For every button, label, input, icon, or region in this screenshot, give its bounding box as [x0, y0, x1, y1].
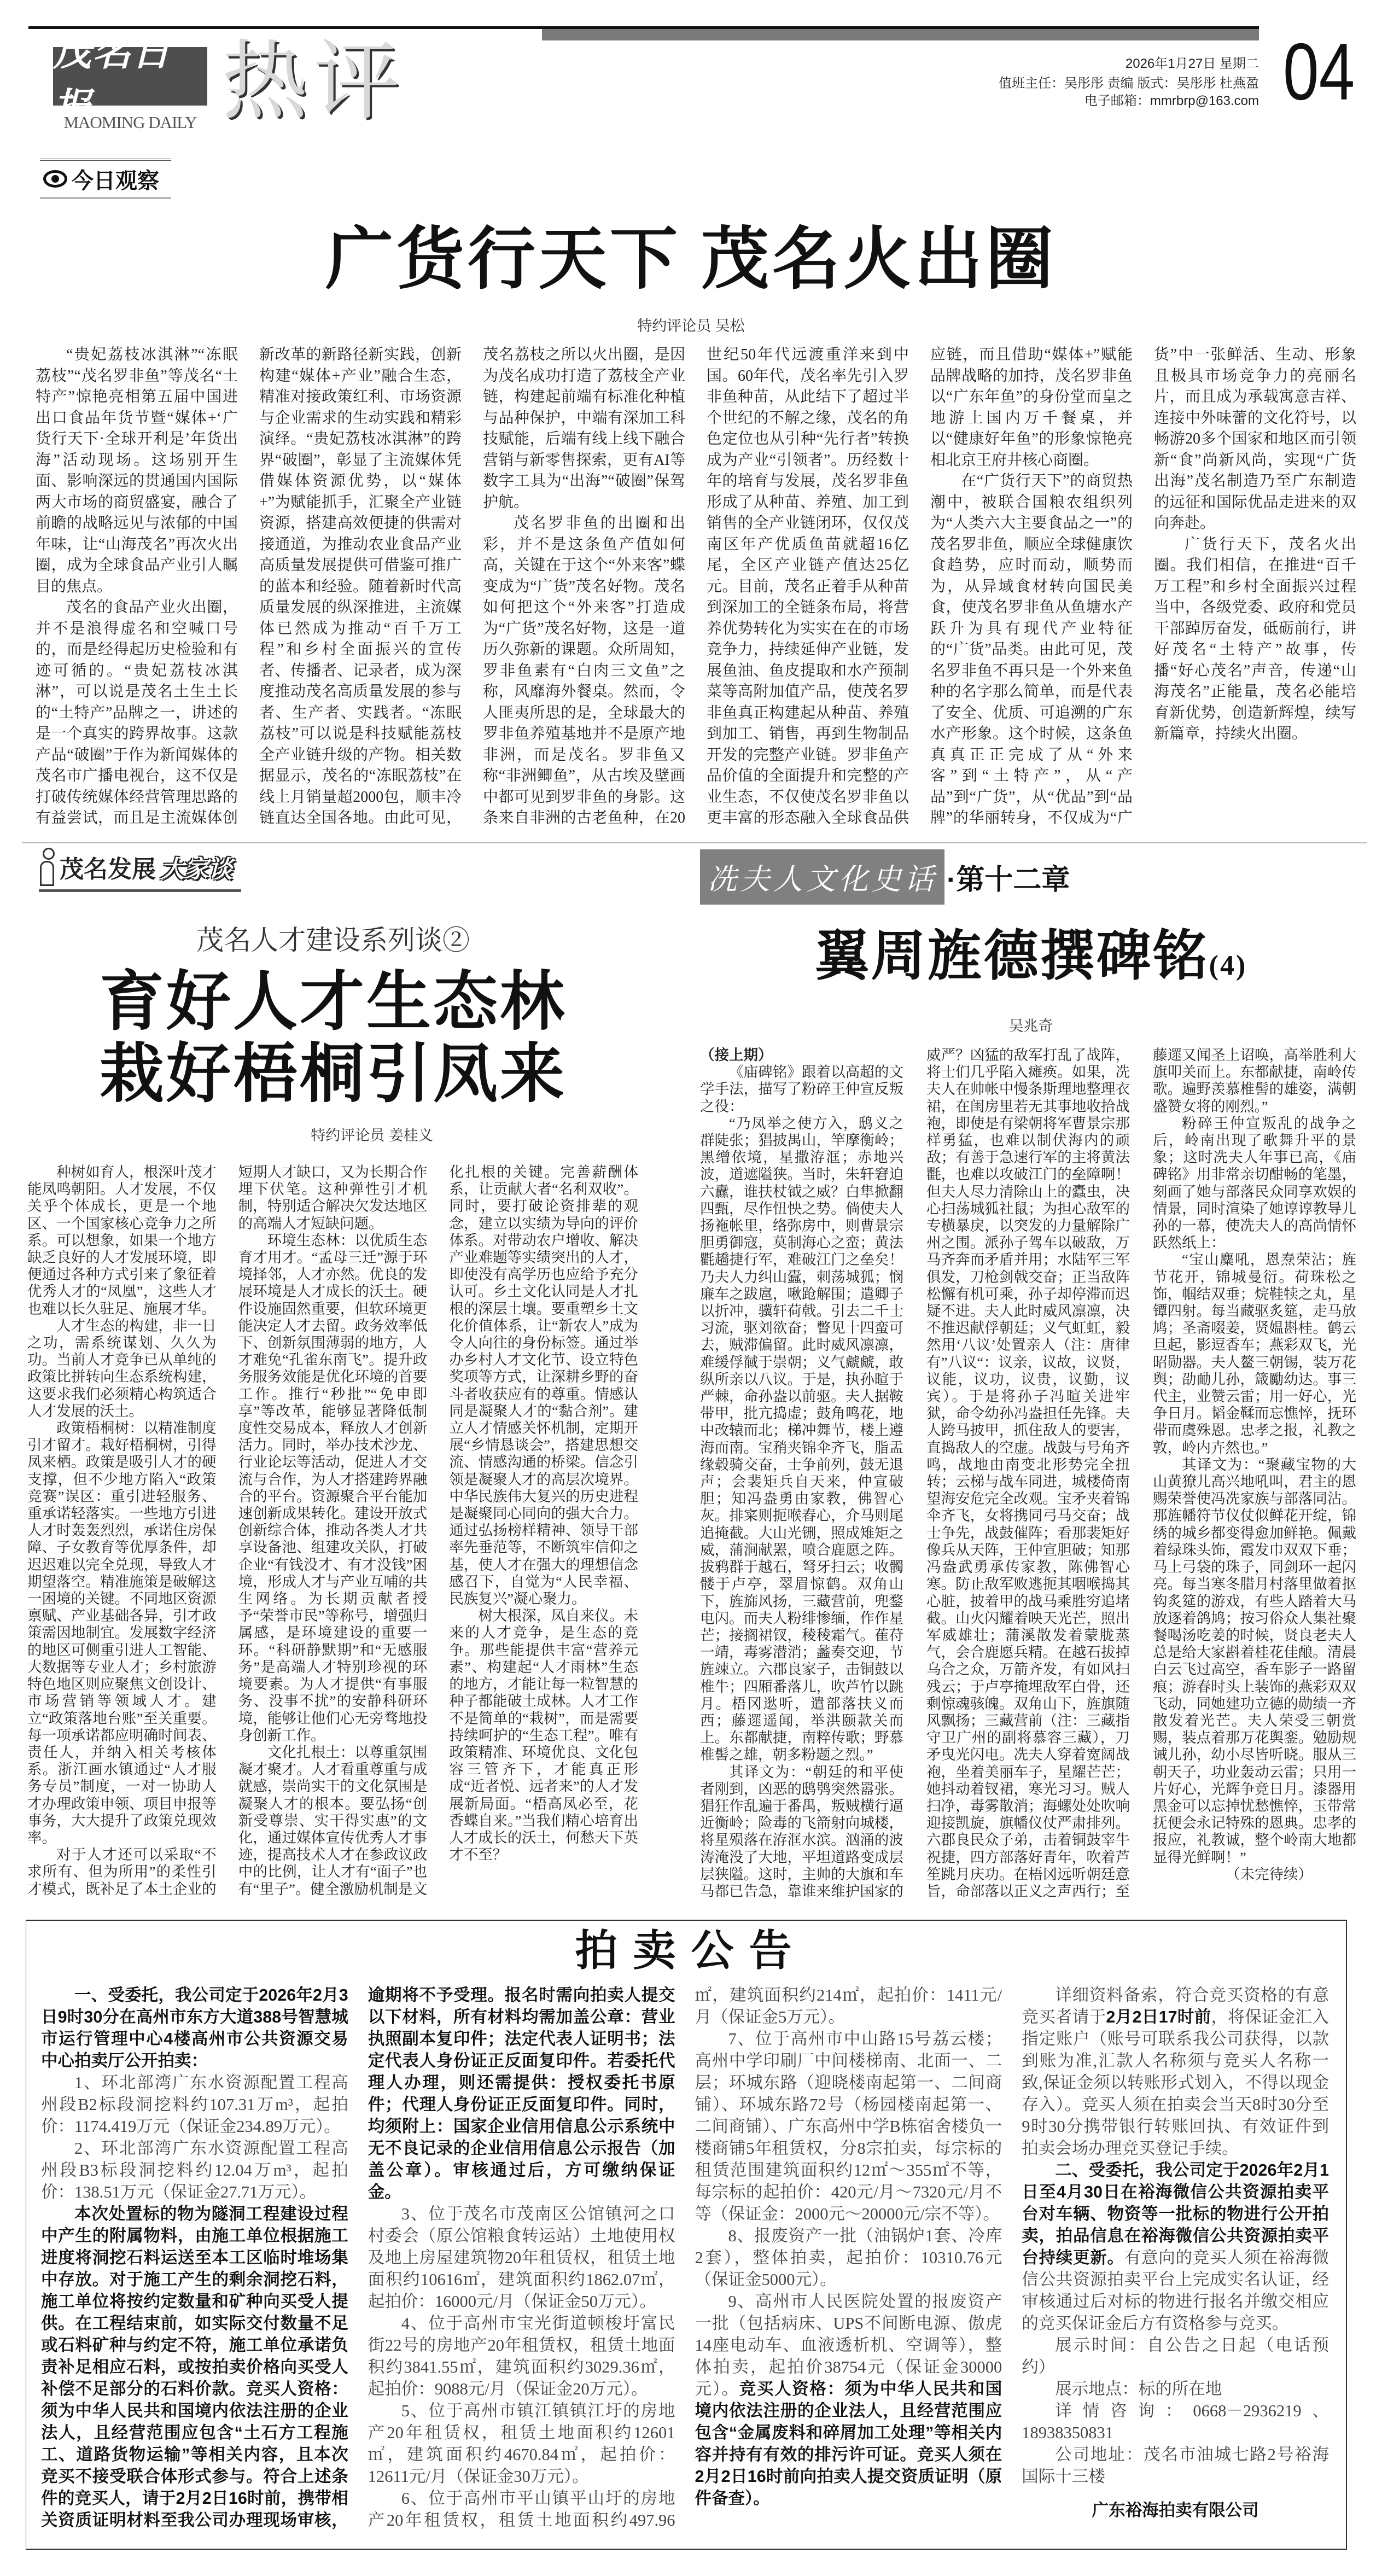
column-banner-accent: 大家谈 — [160, 856, 232, 883]
paragraph — [695, 2028, 1002, 2225]
text-segment: 展示地点：标的所在地 — [1055, 2380, 1222, 2398]
page-number: 04 — [1283, 27, 1355, 118]
text-segment: 1、环北部湾广东水资源配置工程高州段B2标段洞挖料约107.31万m³，起拍价：1174.419万元（保证金234.89万元）。 — [41, 2073, 348, 2136]
column-banner-label: 冼夫人文化史话 — [700, 849, 944, 905]
text-segment: 有意向的竞买人须在裕海微信公共资源拍卖平台上完成实名认证，经审核通过后对标的物进行报名并缴交相应的竞买保证金后方有资格参与竞买。 — [1022, 2248, 1329, 2333]
article-title-line-1: 育好人才生态林 — [99, 966, 567, 1038]
paragraph — [695, 2291, 1002, 2509]
article-title — [689, 926, 1373, 987]
column-badge-label: 今日观察 — [72, 168, 159, 193]
paragraph: 环境生态林：以优质生态育才用才。“孟母三迁”源于环境择邻，人才亦然。优良的发展环境是人才成长的沃土。硬件设施固然重要，但软环境更能决定人才去留。政务效率低下、创新氛围薄弱的地方，人才难免“孔雀东南飞”。提升政务服务效能是优化环境的首要工作。推行“秒批”“免申即享”等改革，能够显著降低制度性交易成本，释放人才创新活力。同时，举办技术沙龙、行业论坛等活动，促进人才交流与合作，为人才搭建跨界融合的平台。资源聚合平台能加速创新成果转化。建设开放式创新综合体，推动各类人才共享设备池、组建攻关队，打破企业“有钱没才、有才没钱”困境，形成人才与产业互哺的共生网络。为长期贡献者授予“荣誉市民”等称号，增强归属感，是环境建设的重要一环。“科研静默期”和“无感服务”是高端人才特别珍视的环境要素。为人才提供“有事服务、没事不扰”的安静科研环境，能够让他们心无旁骛地投身创新工作。 — [238, 1232, 428, 1744]
column-badge — [40, 159, 171, 199]
text-segment: 详情咨询：0668－2936219、18938350831 — [1022, 2402, 1329, 2442]
text-segment: 2月2日17时前 — [1106, 2008, 1211, 2026]
paragraph: “乃凤举之使方入，鸱义之群陡张；猖披禺山，竿摩衡岭；黑缯依境，星撒洊洭；赤地兴波，道遮隘狭。当时，朱轩窘迫六纛，谁扶杖钺之威？白隼掀翻四甄，尽作忸怏之势。倘使夫人扬袘帐里，络弥房中，则曹景宗胆勇御寇，莫制海心之蛮；黄法氍趫捷行军，难破江门之垒矣！乃夫人力纠山蠹，刺荡城狐；悯廉车之跋扈，啾跄解围；遣卿子以折冲，骥轩荷戟。引去二千士习流，驱刘欲奋；瞥见十四蛮可去，贼滞偏留。此时威风凛凛，难缓俘馘于崇朝；义气虤虤，敢纵所亲以八议。于是，执孙暄于严棘，命孙盎以前驱。夫人据鞍带甲，批亢捣虚；鼓角鸣花，地中改辕而北；梯冲舞节，楼上遵海而南。宝矟夹锦伞齐飞，脂盂缘毂骑交奋，士争前列，鼓无退声；会裴矩兵自天来，仲宣破胆；知冯盎勇由家教，佛智心灰。排寀则扼喉舂心，介马则尾追掩截。大山光铏，照成雉矩之威，蒲涧献罴，喷合鹿愿之阵。拔鸦群于越石，弩牙扫云；收髑髅于卢亭，翠眉惊鹤。双角山下，旌旆风扬，三藏营前，兜鍪电闪。而夫人粉绯惨缅，作作星芒；接搁裙钗，稜稜霜气。萑苻一靖，毒雾潜消；蠡奏交迎，节旌竦立。六郡良家子，击铜鼓以椎牛；四厢番落儿，吹芦竹以跳月。梧冈逖听，遣部落扶义而西；藤遝遥闻，举洪颐款关而上。东都献捷，南粹传歌；野慕椎髻之雄，朝多粉题之烈。” — [700, 1115, 903, 1763]
paragraph — [1022, 1984, 1329, 2159]
text-segment: 竞买人资格：须为中华人民共和国境内依法注册的企业法人，且经营范围应包含“金属废料和碎屑加工处理”等相关内容并持有有效的排污许可证。竞买人须在2月2日16时前向拍卖人提交资质证明（原件备查）。 — [695, 2380, 1002, 2508]
text-segment: 2、环北部湾广东水资源配置工程高州段B3标段洞挖料约12.04万m³，起拍价：138.51万元（保证金27.71万元）。 — [41, 2139, 348, 2201]
paragraph — [368, 2312, 675, 2400]
text-segment: 公司地址：茂名市油城七路2号裕海国际十三楼 — [1022, 2445, 1329, 2486]
paragraph — [368, 2400, 675, 2487]
text-segment: 二、受委托，我公司定于2026年2月1日至4月30日在裕海微信公共资源拍卖平台对车辆、物资等一批标的物进行公开拍卖，拍品信息在裕海微信公共资源拍卖平台持续更新。 — [1022, 2161, 1329, 2267]
issue-date: 2026年1月27日 星期二 — [1125, 56, 1259, 71]
text-segment: 8、报废资产一批（油锅炉1套、冷库2套），整体拍卖，起拍价：10310.76元（保证金5000元）。 — [695, 2227, 1002, 2289]
article-body — [27, 1164, 638, 1898]
newspaper-logo: 茂名日报 — [53, 47, 207, 106]
paragraph: 茂名的食品产业火出圈，并不是浪得虚名和空喊口号的，而是经得起历史检验和有迹可循的。“贵妃荔枝冰淇淋”，可以说是茂名土生土长的“土特产”品牌之一，讲述的是一个真实的跨界故事。这款产品“破圈”于作为新闻媒体的茂名市广播电视台，这不仅是打破传统媒体经营管理思路的有益尝试，而且是主流媒体创新改革的新路径新实践，创新构建“媒体+产业”融合生态，精准对接政策红利、市场资源与企业需求的生动实践和精彩演绎。“贵妃荔枝冰淇淋”的跨界“破圈”，彰显了主流媒体凭借媒体资源优势，以“媒体+”为赋能抓手，汇聚全产业链资源，搭建高效便捷的供需对接通道，为推动农业食品产业高质量发展提供可借鉴可推广的蓝本和经验。随着新时代高质量发展的纵深推进，主流媒体已然成为推动“百千万工程”和乡村全面振兴的宣传者、传播者、记录者，成为深度推动茂名高质量发展的参与者、生产者、实践者。“冻眠荔枝”可以说是科技赋能荔枝全产业链升级的产物。相关数据显示，茂名的“冻眠荔枝”在线上月销量超2000包，顺丰冷链直达全国各地。由此可见，茂名荔枝之所以火出圈，是因为茂名成功打造了荔枝全产业链，构建起前端有标准化种植与品种保护，中端有深加工科技赋能，后端有线上线下融合营销与新零售探索，更有AI等数字工具为“出海”“破圈”保驾护航。 — [36, 346, 685, 826]
article-body — [36, 345, 1356, 829]
editors-line: 值班主任：吴彤彤 责编 版式：吴彤彤 杜燕盈 — [998, 76, 1259, 91]
text-segment: 5、位于高州市镇江镇镇江圩的房地产20年租赁权，租赁土地面积约12601㎡，建筑面积约4670.84㎡，起拍价：12611元/月（保证金30万元）。 — [368, 2402, 675, 2486]
article-body — [700, 1047, 1356, 1900]
column-banner — [700, 849, 1070, 905]
eye-icon — [43, 170, 67, 188]
auction-body — [41, 1984, 1329, 2531]
auction-company: 广东裕海拍卖有限公司 — [1092, 2501, 1259, 2520]
paragraph: 人才生态的构建，非一日之功，需系统谋划、久久为功。当前人才竞争已从单纯的政策比拼转向生态系统构建，这要求我们必须精心构筑适合人才发展的沃土。 — [27, 1317, 217, 1419]
text-segment: 7、位于高州市中山路15号荔云楼；高州中学印刷厂中间楼梯南、北面一、二层；环城东路（迎晓楼南起第一、二间商铺）、环城东路72号（杨园楼南起第一、二间商铺）、广东高州中学B栋宿舍楼负一楼商铺5年租赁权，分8宗拍卖，每宗标的租赁范围建筑面积约12㎡～355㎡不等，每宗标的起拍价：420元/月～7320元/月不等（保证金：2000元～20000元/宗不等）。 — [695, 2030, 1002, 2223]
paragraph: 种树如育人，根深叶茂才能凤鸣朝阳。人才发展，不仅关乎个体成长，更是一个地区、一个国家核心竞争力之所系。可以想象，如果一个地方缺乏良好的人才发展环境，即便通过各种方式引来了象征着优秀人才的“凤凰”，这些人才也难以长久驻足、施展才华。 — [27, 1164, 217, 1317]
paragraph: “贵妃荔枝冰淇淋”“冻眠荔枝”“茂名罗非鱼”等茂名“土特产”惊艳亮相第五届中国进出口食品年货节暨“媒体+‘广货行天下·全球开利是’年货出海”活动现场。这场别开生面、影响深远的贯通国内国际两大市场的商贸盛宴，融合了前瞻的战略远见与浓郁的中国年味，让“山海茂名”再次火出圈，成为全球食品产业引人瞩目的焦点。 — [36, 346, 238, 595]
paragraph — [41, 1984, 348, 2072]
text-segment: 4、位于高州市宝光街道顿梭圩富民街22号的房地产20年租赁权，租赁土地面积约3841.55㎡，建筑面积约3029.36㎡，起拍价：9088元/月（保证金20万元）。 — [368, 2314, 675, 2398]
article-title-text: 翼周旌德撰碑铭 — [814, 926, 1209, 987]
masthead-bar — [542, 29, 1259, 40]
banner-underline — [39, 889, 241, 892]
paragraph — [1022, 2334, 1329, 2378]
paragraph: 树大根深，凤自来仪。未来的人才竞争，是生态的竞争。那些能提供丰富“营养元素”、构建起“人才雨林”生态的地方，才能让每一粒智慧的种子都能破土成林。人才工作不是简单的“栽树”，而是需要持续呵护的“生态工程”。唯有政策精准、环境优良、文化包容三管齐下，才能真正形成“近者悦、远者来”的人才发展新局面。“梧高凤必至，花香蝶自来。”当我们精心培育出人才成长的沃土，何愁天下英才不至？ — [449, 1607, 638, 1863]
column-banner — [39, 848, 232, 886]
paragraph — [1022, 2400, 1329, 2444]
paragraph: 政策梧桐树：以精准制度引才留才。栽好梧桐树，引得凤来栖。政策是吸引人才的硬支撑，但不少地方陷入“政策竞赛”误区：重引进轻服务、重承诺轻落实。一些地方引进人才时轰轰烈烈，承诺住房保障、子女教育等优厚条件，却迟迟难以完全兑现，导致人才期望落空。精准施策是破解这一困境的关键。不同地区资源禀赋、产业基础各异，引才政策需因地制宜。发展数字经济的地区可侧重引进人工智能、大数据等专业人才；乡村旅游特色地区则应聚焦文创设计、市场营销等领域人才。建立“政策落地台账”至关重要。每一项承诺都应明确时间表、责任人，并纳入相关考核体系。浙江画水镇通过“人才服务专员”制度，一对一协助人才办理政策申领、项目申报等事务，大大提升了政策兑现效率。 — [27, 1420, 217, 1846]
to-be-continued: （未完待续） — [1226, 1866, 1313, 1883]
text-segment: 展示时间：自公告之日起（电话预约） — [1022, 2336, 1329, 2376]
newspaper-logo-english: MAOMING DAILY — [63, 113, 197, 132]
paragraph: 《庙碑铭》跟着以高超的文学手法，描写了粉碎王仲宣反叛之役： — [700, 1064, 903, 1115]
paragraph: “宝山麋吼，恩焘荣沾；旌节花开，锦城曼衍。荷珠松之饰，帼结双垂；烷鞋犊之丸，星镡四射。每当藏驱炙筵，走马放鸠；圣斋啜姜，贤媪斟桂。鹤云旦起，影逗香车；燕彩双飞，光昭勋器。夫人鳌三朝锡，装万花舆；劭勔儿孙，箴勵幼达。事三代主，业赞云雷；用一好心，光争日月。韬金鞣而忘憔悴，抚环带而虞殊恩。忠孝之报，礼教之敦，岭内卉然也。” — [1153, 1251, 1356, 1456]
paragraph: 文化扎根土：以尊重氛围凝才聚才。人才看重尊重与成就感，崇尚实干的文化氛围是凝聚人才的根本。要弘扬“创新受尊崇、实干得实惠”的文化，通过媒体宣传优秀人才事迹，提高技术人才在参政议政中的比例，让人才有“面子”也有“里子”。健全激励机制是文化扎根的关键。完善薪酬体系，让贡献大者“名利双收”。同时，要打破论资排辈的观念，建立以实绩为导向的评价体系。对带动农户增收、解决产业难题等实绩突出的人才，即使没有高学历也应给予充分认可。乡土文化认同是人才扎根的深层土壤。要重塑乡土文化价值体系，让“新农人”成为令人向往的身份标签。通过举办乡村人才文化节、设立特色奖项等方式，让深耕乡野的奋斗者收获应有的尊重。情感认同是凝聚人才的“黏合剂”。建立人才情感关怀机制，定期开展“乡情恳谈会”，搭建思想交流、情感沟通的桥梁。信念引领是凝聚人才的高层次境界。中华民族伟大复兴的历史进程是凝聚同心同向的强大合力。通过弘扬榜样精神、领导干部率先垂范等，不断筑牢信仰之基，使人才在强大的理想信念感召下，自觉为“人民幸福、民族复兴”凝心聚力。 — [238, 1164, 638, 1897]
paragraph — [41, 2137, 348, 2203]
speaker-icon — [39, 848, 55, 886]
text-segment: ，将保证金汇入指定账户（账号可联系我公司获得，以款到账为准,汇款人名称须与竞买人名称一致,保证金须以转账形式划入，不得以现金存入）。竞买人须在拍卖会当天8时30分至9时30分携带银行转账回执、有效证件到拍卖会场办理竞买登记手续。 — [1022, 2008, 1329, 2158]
text-segment: 6、位于高州市平山镇平山圩的房地产20年租赁权，租赁土地面积约497.96㎡，建筑面积约214㎡，起拍价：1411元/月（保证金5万元）。 — [368, 1986, 1002, 2530]
text-segment: 本次处置标的物为隧洞工程建设过程中产生的附属物料，由施工单位根据施工进度将洞挖石料运送至本工区临时堆场集中存放。对于施工产生的剩余洞挖石料，施工单位将按约定数量和矿种向买受人提供。在工程结束前，如实际交付数量不足或石料矿种与约定不符，施工单位承诺负责补足相应石料，或按拍卖价格向买受人补偿不足部分的石料价款。竞买人资格：须为中华人民共和国境内依法注册的企业法人，且经营范围应包含“土石方工程施工、道路货物运输”等相关内容，且本次竞买不接受联合体形式参与。符合上述条件的竞买人，请于2月2日16时前，携带相关资质证明材料至我公司办理现场审核，逾期将不予受理。报名时需向拍卖人提交以下材料，所有材料均需加盖公章：营业执照副本复印件；法定代表人证明书；法定代表人身份证正反面复印件。若委托代理人办理，则还需提供：授权委托书原件；代理人身份证正反面复印件。同时，均须附上：国家企业信用信息公示系统中无不良记录的企业信用信息公示报告（加盖公章）。审核通过后，方可缴纳保证金。 — [41, 1986, 675, 2530]
paragraph: 其译文为：“聚藏宝物的大山黄獠儿高兴地吼叫，君主的恩赐荣誉使冯冼家族与部落同沾。那旌幡符节仪仗似鲜花开绽，锦绣的城乡都变得愈加鲜艳。佩戴着绿珠头饰，霞发巾双双下垂；马上弓袋的珠子，同剑环一起闪亮。每当寒冬腊月村落里做着抠钩炙筵的游戏，有些人踏着大马放逐着鸽鸠；按习俗众人集社聚餐喝汤吃姜的时候，贤良老夫人总是给大家斟着桂花佳酿。清晨白云飞过高空，香车影子一路留痕；游春时头上装饰的燕彩双双飞动，同她建功立德的勋绩一齐散发着光芒。夫人荣受三朝赏赐，装点着那万花舆銮。勉励规诫儿孙，幼小尽皆听晓。服从三朝天子，功业轰动云雷；只用一片好心，光辉争竞日月。漆器用黑金可以忘掉忧愁憔悴，玉带常抚便会永记特殊的恩典。忠孝的报应，礼教诚，整个岭南大地都显得光鲜啊！” — [1153, 1456, 1356, 1866]
paragraph: 茂名罗非鱼的出圈和出彩，并不是这条鱼产值如何高，关键在于这个“外来客”蝶变成为“广货”茂名好物。茂名如何把这个“外来客”打造成为“广货”茂名好物，这是一道历久弥新的课题。众所周知，罗非鱼素有“白肉三文鱼”之称，风靡海外餐桌。然而，令人匪夷所思的是，全球最大的罗非鱼养殖基地并不是原产地非洲，而是茂名。罗非鱼又称“非洲鲫鱼”，从古埃及壁画中都可见到罗非鱼的身影。这条来自非洲的古老鱼种，在20世纪50年代远渡重洋来到中国。60年代，茂名率先引入罗非鱼种苗，从此结下了超过半个世纪的不解之缘，茂名的角色定位也从引种“先行者”转换成为产业“引领者”。历经数十年的培育与发展，茂名罗非鱼形成了从种苗、养殖、加工到销售的全产业链闭环，仅仅茂南区年产优质鱼苗就超16亿尾，全区产业链产值达25亿元。目前，茂名正着手从种苗到深加工的全链条布局，将营养优势转化为实实在在的市场竞争力，持续延伸产业链，发展鱼油、鱼皮提取和水产预制菜等高附加值产品，使茂名罗非鱼真正构建起从种苗、养殖到加工、销售，再到生物制品开发的完整产业链。罗非鱼产品价值的全面提升和完整的产业生态，不仅使茂名罗非鱼以更丰富的形态融入全球食品供应链，而且借助“媒体+”赋能品牌战略的加持，茂名罗非鱼以“广东年鱼”的身份堂而皇之地游上国内万千餐桌，并以“健康好年鱼”的形象惊艳亮相北京王府井核心商圈。 — [483, 346, 1133, 826]
byline: 特约评论员 吴松 — [637, 318, 745, 334]
paragraph — [1022, 2378, 1329, 2400]
paragraph: （接上期） — [700, 1047, 773, 1063]
text-segment: 详细资料备索，符合竞买资格的有意竞买者请于 — [1022, 1986, 1329, 2026]
paragraph: 对于人才还可以采取“不求所有、但为所用”的柔性引才模式，既补足了本土企业的短期人才缺口，又为长期合作埋下伏笔。这种弹性引才机制，特别适合解决欠发达地区的高端人才短缺问题。 — [27, 1164, 428, 1897]
text-segment: 3、位于茂名市茂南区公馆镇河之口村委会（原公馆粮食转运站）土地使用权及地上房屋建筑物20年租赁权，租赁土地面积约10616㎡，建筑面积约1862.07㎡，起拍价：16000元/月（保证金50万元）。 — [368, 2205, 675, 2311]
paragraph — [695, 2225, 1002, 2291]
section-title: 热评 — [221, 33, 405, 130]
paragraph — [1022, 2444, 1329, 2487]
article-title-line-2: 栽好梧桐引凤来 — [99, 1039, 567, 1110]
series-title: 茂名人才建设系列谈② — [196, 925, 470, 955]
auction-title: 拍卖公告 — [575, 1926, 807, 1974]
author: 吴兆奇 — [1008, 1018, 1053, 1034]
paragraph: 其译文为：“朝廷的和平使者刚到，凶恶的鸱鸮突然嚣张。猖狂作乱遍于番禺，叛贼横行逼近衡岭；险毒的飞箭射向城楼，将星殒落在洊洭水滨。汹涌的波涛淹没了大地，平坦道路变成层层狭隘。这时，主帅的大旗和车马都已告急，靠谁来维护国家的威严？凶猛的敌军打乱了战阵，将士们几乎陷入瘫痪。如果，冼夫人在帅帐中慢条斯理地整理衣裙，在闺房里若无其事地收拾战袍，即使是有梁朝将军曹景宗那样勇猛，也难以制伏海内的顽敌；有善于急速行军的主将黄法氍，也难以攻破江门的垒障啊！但夫人尽力清除山上的蠹虫，决心扫荡城狐社鼠；为担心敌军的专横暴戾，以突发的力量解除广州之围。派孙子驾车以破敌，万马齐奔而矛盾并用；水陆军三军俱发，刀枪剑戟交奋；正当敌阵松懈有机可乘，孙子却停滞而迟疑不进。夫人此时威风凛凛，决不推迟献俘朝廷；义气虹虹，毅然用‘八议’处置亲人（注：唐律有”八议“：议亲，议故，议贤，议能，议功，议贵，议勤，议宾）。于是将孙子冯暄关进牢狱，命令幼孙冯盎担任先锋。夫人跨马披甲，抓住敌人的要害，直捣敌人的空虚。战鼓与号角齐鸣，战地由南变北形势完全扭转；云梯与战车同进，城楼倚南望海安危完全改观。宝矛夹着锦伞齐飞，女将携同弓马交奋；战士争先，战鼓催阵；看那裴矩好像兵从天阵，王仲宣胆破；知那冯盎武勇承传家教，陈佛智心寒。防止敌军败逃扼其咽喉捣其心脏，披着甲的战马乘胜穷追堵截。山火闪耀着映天光芒，照出军威雄壮；蒲溪散发着蒙胧蒸气，会合鹿愿兵精。在越石拔掉乌合之众，万箭齐发，有如风扫残云；于卢亭掩埋敌军白骨，还剩惊魂骇魄。双角山下，旌旗随风飘扬；三藏营前（注：三藏指守卫广州的副将慕容三藏），刀矛曳光闪电。冼夫人穿着宽阔战袍，坐着美丽车子，星耀芒芒；她抖动着钗裙，寒光习习。贼人扫净，毒雾散消；海螺处处吹响迎接凯旋，旗幡仪仗严肃排列。六郡良民众子弟，击着铜鼓宰牛祝捷，四方部落好青年，吹着芦笙跳月庆功。在梧冈远听朝廷意旨，命部落以正义之声西行；至藤遝又闻圣上诏唤，高举胜利大旗叩关而上。东都献捷，南岭传歌。遍野羡慕椎髻的雄姿，满朝盛赞女将的刚烈。” — [700, 1047, 1356, 1899]
contact-email: 电子邮箱：mmrbrp@163.com — [1084, 94, 1259, 108]
paragraph — [368, 2203, 675, 2312]
paragraph: 粉碎王仲宣叛乱的战争之后，岭南出现了歌舞升平的景象；这时冼夫人年事已高，《庙碑铭》用非常亲切酣畅的笔墨，刻画了她与部落民众同享欢娱的情景，同时渲染了她谆谆教导儿孙的一幕，使冼夫人的高尚情怀跃然纸上： — [1153, 1115, 1356, 1251]
section-divider — [22, 842, 1367, 843]
paragraph: 在“广货行天下”的商贸热潮中，被联合国粮农组织列为“人类六大主要食品之一”的茂名罗非鱼，顺应全球健康饮食趋势，应时而动，顺势而为，从异域食材转向国民美食，使茂名罗非鱼从鱼塘水产跃升为具有现代产业特征的“广货”品类。由此可见，茂名罗非鱼不再只是一个外来鱼种的名字那么简单，而是代表了安全、优质、可追溯的广东水产形象。这个时候，这条鱼真真正正完成了从“外来客”到“土特产”，从“产品”到“广货”，从“优品”到“品牌”的华丽转身，不仅成为“广货”中一张鲜活、生动、形象且极具市场竞争力的亮丽名片，而且成为承载寓意吉祥、连接中外味蕾的文化符号，以畅游20多个国家和地区而引领新“食”尚新风尚，实现“广货出海”茂名制造乃至广东制造的远征和国际优品走进来的双向奔赴。 — [930, 346, 1356, 826]
article-part: (4) — [1209, 950, 1247, 981]
headline: 广货行天下 茂名火出圈 — [325, 222, 1057, 297]
paragraph: 广货行天下，茂名火出圈。我们相信，在推进“百千万工程”和乡村全面振兴过程当中，各级党委、政府和党员干部踔厉奋发，砥砺前行，讲好茂名“土特产”故事，传播“好心茂名”声音，传递“山海茂名”正能量，茂名必能培育新优势，创造新辉煌，续写新篇章，持续火出圈。 — [1154, 535, 1356, 742]
paragraph — [1022, 2159, 1329, 2334]
auction-paragraphs — [41, 1984, 1329, 2531]
byline: 特约评论员 姜桂义 — [311, 1127, 433, 1144]
column-banner-label: 茂名发展 — [60, 856, 156, 883]
chapter-label: ·第十二章 — [947, 864, 1070, 896]
text-segment: 9、高州市人民医院处置的报废资产一批（包括病床、UPS不间断电源、傲虎14座电动车、血液透析机、空调等），整体拍卖，起拍价38754元（保证金30000元）。 — [695, 2292, 1002, 2398]
text-segment: 一、受委托，我公司定于2026年2月3日9时30分在高州市东方大道388号智慧城市运行管理中心4楼高州市公共资源交易中心拍卖厅公开拍卖： — [41, 1986, 348, 2070]
paragraph — [41, 2072, 348, 2137]
